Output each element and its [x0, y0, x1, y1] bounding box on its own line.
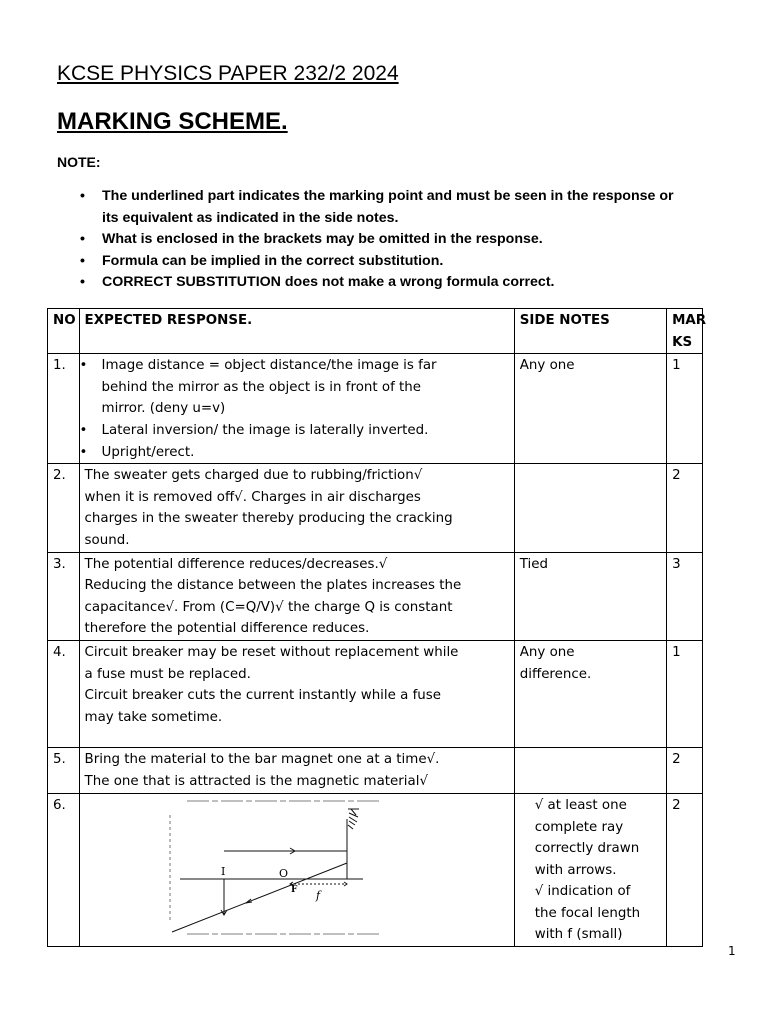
header-marks — [667, 309, 707, 354]
row-response — [79, 640, 514, 747]
mirror-hatching-icon — [348, 809, 359, 829]
response-line: charges in the sweater thereby producing the cracking — [84, 511, 453, 527]
header-marks-line: MAR — [672, 313, 707, 328]
list-item — [82, 420, 509, 442]
response-line: Bring the material to the bar magnet one at a time√. — [84, 751, 440, 767]
response-line: capacitance√. From (C=Q/V)√ the charge Q is constant — [84, 599, 453, 615]
note-line: its equivalent as indicated in the side notes. — [102, 209, 399, 226]
row-marks: 3 — [667, 552, 703, 640]
row-number: 4. — [48, 640, 80, 747]
row-response — [79, 552, 514, 640]
focus-label: F — [290, 884, 297, 895]
row-number: 5. — [48, 747, 80, 793]
side-note-line: Any one — [519, 644, 575, 660]
row-side-notes — [514, 793, 666, 946]
focal-arrow-right-icon — [344, 882, 347, 886]
note-line: • The underlined part indicates the marking point and must be seen in the response or — [102, 188, 674, 204]
table-header-row — [48, 309, 703, 354]
response-line: behind the mirror as the object is in front of the — [101, 379, 422, 395]
response-line: sound. — [84, 532, 130, 548]
note-line: • CORRECT SUBSTITUTION does not make a wrong formula correct. — [102, 274, 555, 290]
response-line: Reducing the distance between the plates increases the — [84, 578, 462, 594]
row-number: 1. — [48, 354, 80, 464]
side-note-line: Tied — [519, 556, 548, 572]
row-number: 2. — [48, 464, 80, 552]
side-note-line: difference. — [519, 666, 592, 682]
row-side-notes — [514, 464, 666, 552]
notes-list — [80, 186, 740, 294]
response-line: • Lateral inversion/ the image is laterally inverted. — [101, 422, 429, 438]
page-number: 1 — [728, 944, 736, 958]
row-response — [79, 464, 514, 552]
header-no: NO — [48, 309, 80, 354]
table-row — [48, 552, 703, 640]
response-line: The potential difference reduces/decreases.√ — [84, 556, 388, 572]
side-note-line: complete ray — [534, 819, 624, 835]
response-line: may take sometime. — [84, 709, 223, 725]
focal-length-label: f — [315, 888, 320, 902]
response-line: • Image distance = object distance/the image is far — [101, 358, 437, 374]
row-response — [79, 354, 514, 464]
response-list — [82, 355, 509, 463]
row-side-notes — [514, 354, 666, 464]
header-marks-line: KS — [672, 334, 693, 350]
table-row — [48, 640, 703, 747]
response-line: The sweater gets charged due to rubbing/friction√ — [84, 468, 423, 484]
row-marks: 2 — [667, 793, 703, 946]
response-line: • Upright/erect. — [101, 444, 195, 460]
note-label: NOTE: — [57, 154, 101, 170]
row-marks: 2 — [667, 747, 703, 793]
row-number: 6. — [48, 793, 80, 946]
row-marks: 1 — [667, 640, 703, 747]
page-title: KCSE PHYSICS PAPER 232/2 2024 — [57, 62, 399, 85]
side-note-line: √ at least one — [534, 797, 627, 813]
list-item — [82, 355, 509, 420]
table-row — [48, 747, 703, 793]
response-line: therefore the potential difference reduces. — [84, 621, 370, 637]
row-marks: 2 — [667, 464, 703, 552]
note-item — [80, 251, 740, 273]
note-line: • What is enclosed in the brackets may be omitted in the response. — [102, 231, 543, 247]
row-response — [79, 793, 514, 946]
pole-label: O — [278, 866, 288, 880]
header-side-notes: SIDE NOTES — [514, 309, 666, 354]
side-note-line: with f (small) — [534, 927, 623, 943]
note-item — [80, 186, 740, 229]
response-line: when it is removed off√. Charges in air discharges — [84, 489, 421, 505]
marking-table — [47, 308, 707, 947]
list-item — [82, 442, 509, 464]
header-response: EXPECTED RESPONSE. — [79, 309, 514, 354]
response-line: Circuit breaker may be reset without replacement while — [84, 644, 459, 660]
ray-diagram — [145, 797, 385, 937]
side-note-line: Any one — [519, 358, 575, 374]
side-note-line: √ indication of — [534, 884, 631, 900]
reflected-ray — [172, 863, 347, 932]
response-line: Circuit breaker cuts the current instantly while a fuse — [84, 688, 441, 704]
note-line: • Formula can be implied in the correct substitution. — [102, 252, 444, 269]
object-label: I — [220, 864, 225, 878]
row-response — [79, 747, 514, 793]
page-subtitle: MARKING SCHEME. — [57, 108, 288, 135]
response-line: a fuse must be replaced. — [84, 666, 251, 682]
row-marks: 1 — [667, 354, 703, 464]
side-note-line: correctly drawn — [534, 841, 640, 857]
response-line: mirror. (deny u=v) — [101, 401, 226, 417]
side-note-line: the focal length — [534, 905, 641, 921]
side-note-line: with arrows. — [534, 862, 617, 878]
note-item — [80, 229, 740, 251]
table-row — [48, 464, 703, 552]
table-row — [48, 793, 703, 946]
response-line: The one that is attracted is the magnetic material√ — [84, 773, 428, 789]
row-side-notes — [514, 552, 666, 640]
table-row — [48, 354, 703, 464]
note-item — [80, 272, 740, 294]
row-side-notes — [514, 747, 666, 793]
row-side-notes — [514, 640, 666, 747]
row-number: 3. — [48, 552, 80, 640]
